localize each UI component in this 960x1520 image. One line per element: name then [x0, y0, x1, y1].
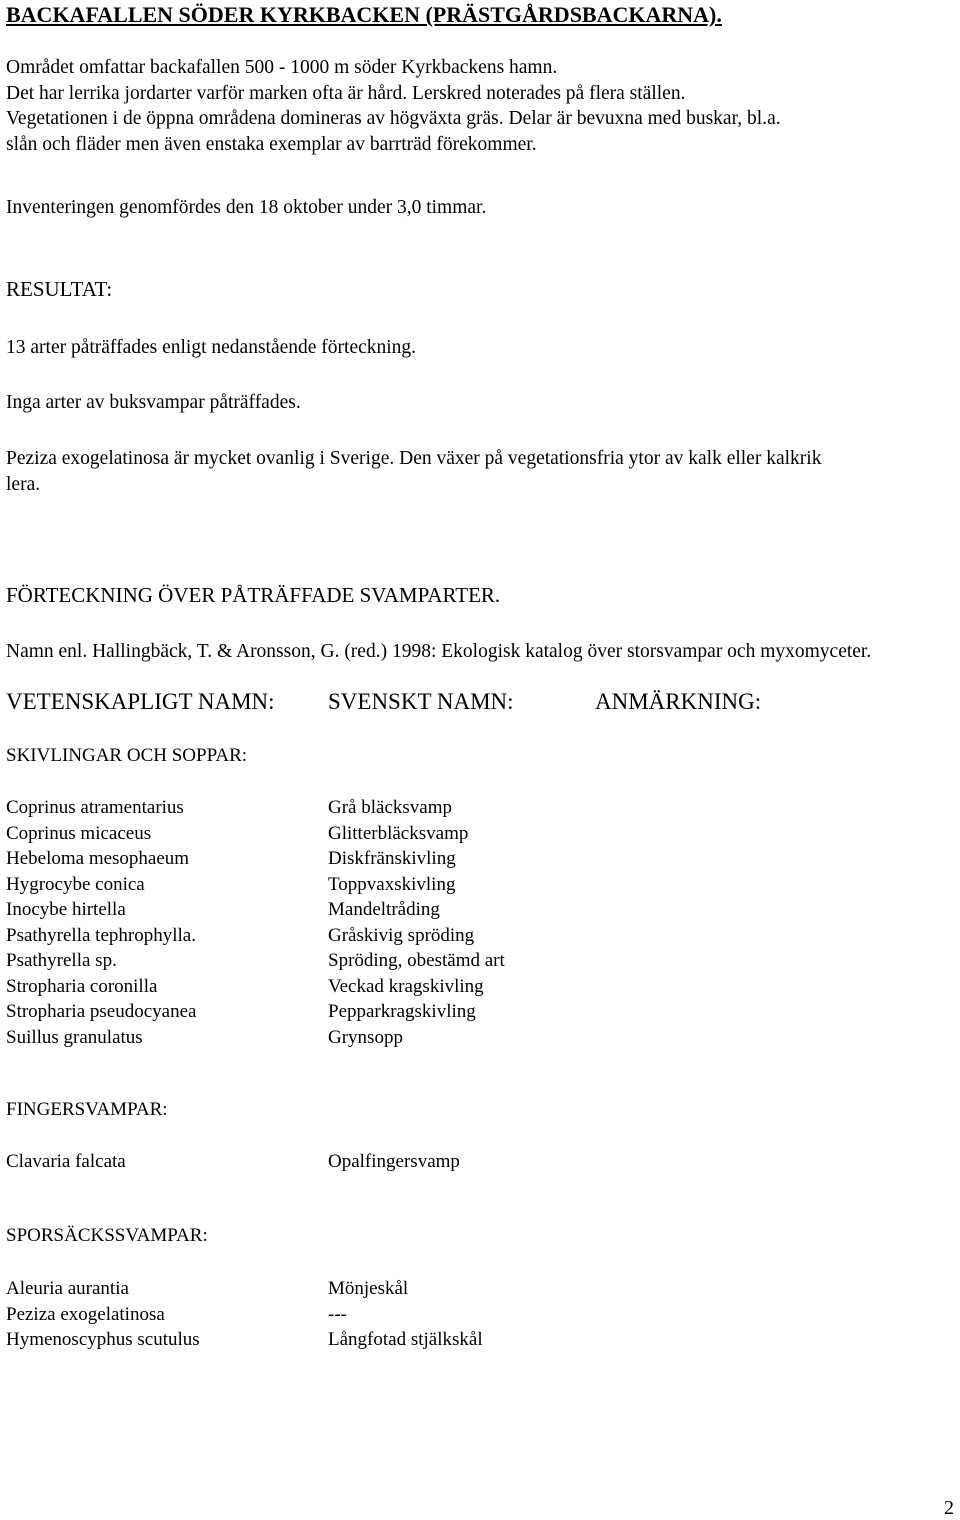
intro-line: Det har lerrika jordarter varför marken ofta är hård. Lerskred noterades på flera ställen. — [6, 82, 686, 104]
swedish-name-list — [328, 795, 505, 1050]
section-heading: FINGERSVAMPAR: — [6, 1099, 168, 1120]
scientific-name: Stropharia coronilla — [6, 975, 158, 997]
peziza-paragraph — [6, 446, 821, 497]
swedish-name: Mönjeskål — [328, 1278, 409, 1299]
column-header-swedish: SVENSKT NAMN: — [328, 689, 514, 714]
scientific-name: Inocybe hirtella — [6, 899, 126, 920]
scientific-name: Stropharia pseudocyanea — [6, 1001, 197, 1022]
scientific-name: Hymenoscyphus scutulus — [6, 1329, 200, 1350]
swedish-name: Grå bläcksvamp — [328, 797, 452, 818]
swedish-name-list — [328, 1276, 483, 1353]
scientific-name: Clavaria falcata — [6, 1151, 126, 1172]
scientific-name: Psathyrella sp. — [6, 950, 117, 971]
section-heading: SKIVLINGAR OCH SOPPAR: — [6, 745, 248, 766]
swedish-name: Glitterbläcksvamp — [328, 822, 469, 844]
swedish-name: --- — [328, 1303, 347, 1325]
scientific-name-list — [6, 1276, 200, 1353]
result-note: Inga arter av buksvampar påträffades. — [6, 392, 301, 413]
swedish-name: Spröding, obestämd art — [328, 950, 505, 971]
intro-line: Vegetationen i de öppna områdena domineras av högväxta gräs. Delar är bevuxna med buskar, bl.a. — [6, 108, 781, 129]
swedish-name: Pepparkragskivling — [328, 1001, 476, 1022]
swedish-name: Grynsopp — [328, 1026, 403, 1048]
swedish-name: Långfotad stjälkskål — [328, 1329, 483, 1350]
column-header-scientific: VETENSKAPLIGT NAMN: — [6, 689, 275, 714]
peziza-line: lera. — [6, 473, 41, 495]
nomenclature-reference: Namn enl. Hallingbäck, T. & Aronsson, G. (red.) 1998: Ekologisk katalog över storsvampar och myxomyceter. — [6, 641, 872, 662]
peziza-line: Peziza exogelatinosa är mycket ovanlig i Sverige. Den växer på vegetationsfria ytor av kalk eller kalkrik — [6, 448, 822, 469]
intro-line: slån och fläder men även enstaka exemplar av barrträd förekommer. — [6, 133, 537, 155]
scientific-name: Peziza exogelatinosa — [6, 1303, 165, 1325]
inventory-text: Inventeringen genomfördes den 18 oktober under 3,0 timmar. — [6, 197, 487, 218]
scientific-name: Suillus granulatus — [6, 1026, 143, 1048]
scientific-name: Coprinus atramentarius — [6, 797, 184, 818]
swedish-name: Veckad kragskivling — [328, 975, 484, 997]
page-number: 2 — [944, 1497, 954, 1519]
column-header-remark: ANMÄRKNING: — [595, 689, 762, 714]
scientific-name-list — [6, 795, 196, 1050]
swedish-name: Gråskivig spröding — [328, 924, 475, 946]
result-count: 13 arter påträffades enligt nedanstående förteckning. — [6, 337, 417, 358]
swedish-name: Opalfingersvamp — [328, 1151, 460, 1172]
list-heading: FÖRTECKNING ÖVER PÅTRÄFFADE SVAMPARTER. — [6, 583, 501, 607]
result-heading: RESULTAT: — [6, 277, 113, 301]
scientific-name: Aleuria aurantia — [6, 1278, 129, 1299]
swedish-name: Mandeltråding — [328, 899, 440, 920]
scientific-name: Hygrocybe conica — [6, 873, 145, 895]
scientific-name: Hebeloma mesophaeum — [6, 848, 190, 869]
scientific-name: Psathyrella tephrophylla. — [6, 924, 196, 946]
intro-paragraph — [6, 55, 781, 157]
page-title: BACKAFALLEN SÖDER KYRKBACKEN (PRÄSTGÅRDSBACKARNA). — [6, 2, 722, 27]
section-heading: SPORSÄCKSSVAMPAR: — [6, 1225, 208, 1246]
intro-line: Området omfattar backafallen 500 - 1000 m söder Kyrkbackens hamn. — [6, 57, 558, 78]
swedish-name: Diskfränskivling — [328, 848, 456, 869]
swedish-name: Toppvaxskivling — [328, 873, 456, 895]
scientific-name: Coprinus micaceus — [6, 822, 152, 844]
